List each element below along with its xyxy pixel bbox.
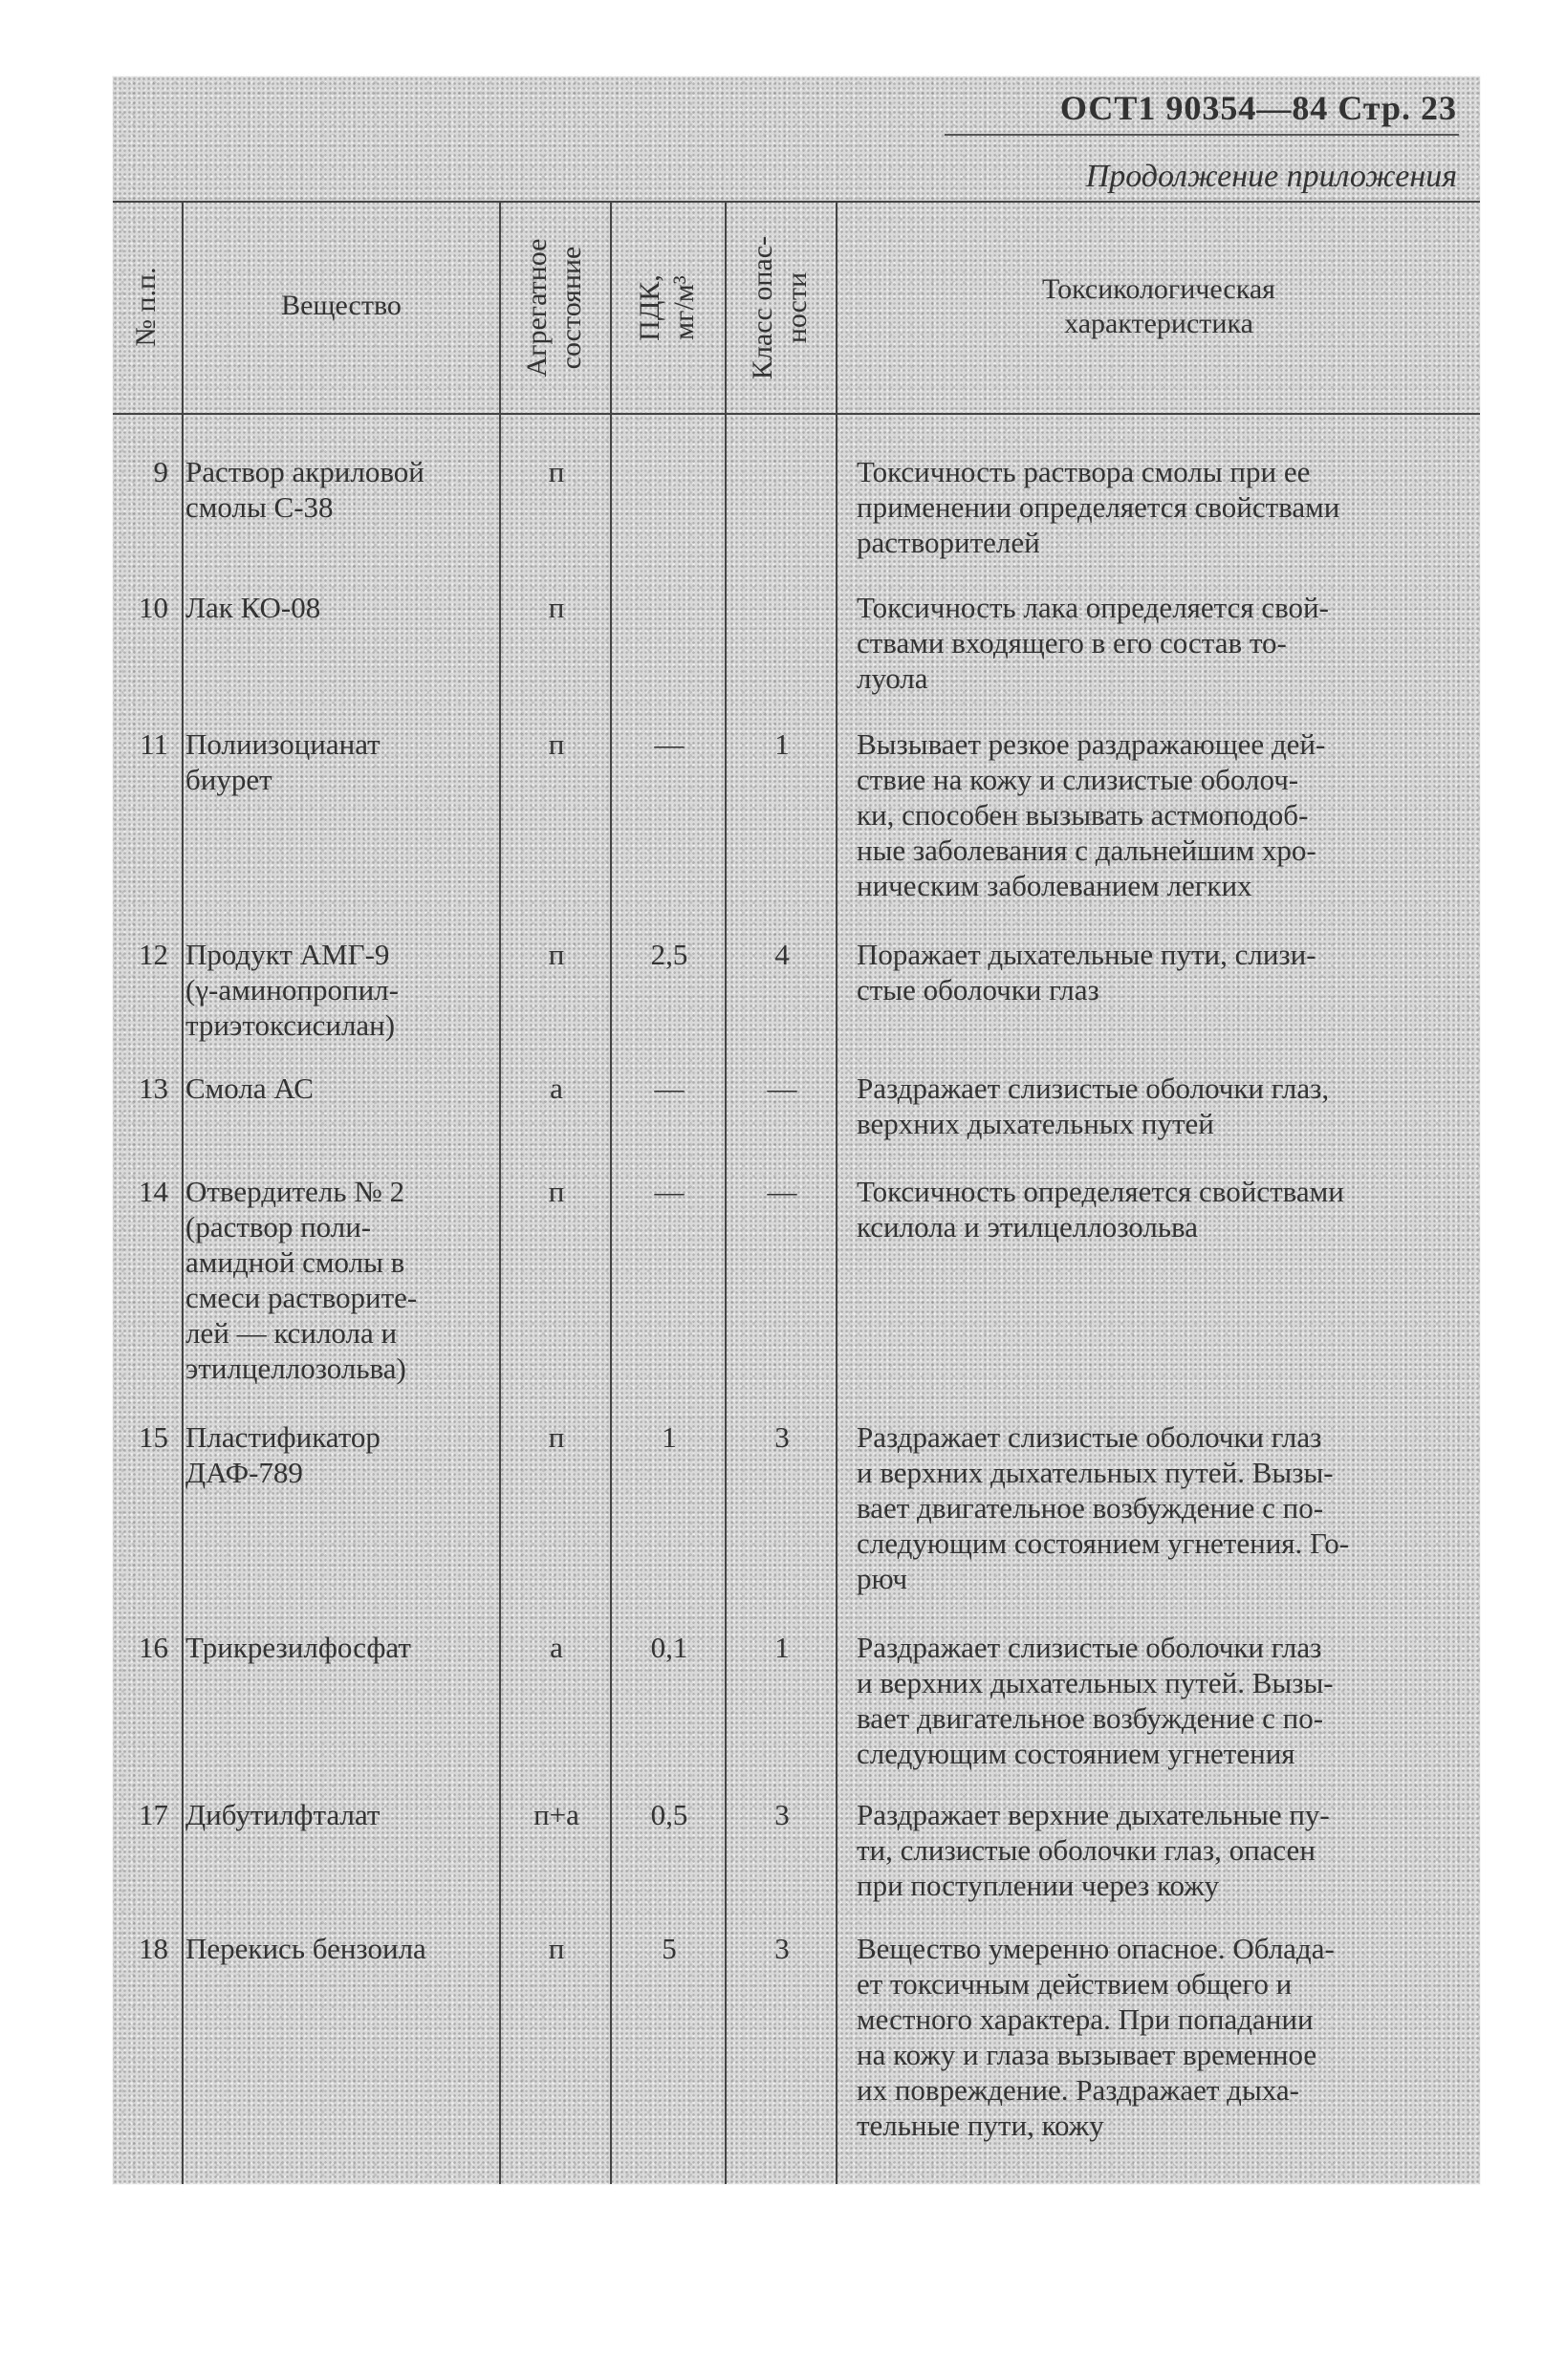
row-number: 13 <box>139 1071 168 1105</box>
pdk-value: — <box>654 1175 685 1208</box>
hazard-class: 3 <box>774 1420 790 1454</box>
aggregate-state: п+а <box>533 1798 579 1831</box>
substance-name: Трикрезилфосфат <box>185 1631 411 1664</box>
column-header-aggregate: Агрегатное состояние <box>521 238 587 378</box>
pdk-value: — <box>654 727 685 761</box>
hazard-class: — <box>767 1071 797 1105</box>
column-header-hazard-class: Класс опас- ности <box>747 235 813 380</box>
column-header-number: № п.п. <box>130 267 162 347</box>
aggregate-state: п <box>548 1420 565 1454</box>
pdk-value: 2,5 <box>650 938 688 971</box>
row-number: 16 <box>139 1631 168 1664</box>
pdk-value: 5 <box>662 1932 677 1965</box>
aggregate-state: п <box>548 591 565 624</box>
row-number: 9 <box>153 455 168 488</box>
running-head-rule <box>945 134 1459 136</box>
continuation-note: Продолжение приложения <box>1085 159 1457 194</box>
row-number: 18 <box>139 1932 168 1965</box>
toxicology-text: Раздражает слизистые оболочки глаз, верхних дыхательных путей <box>857 1071 1330 1140</box>
substance-name: Дибутилфталат <box>185 1798 381 1831</box>
hazard-class: 3 <box>774 1932 790 1965</box>
aggregate-state: п <box>548 727 565 761</box>
toxicology-text: Токсичность раствора смолы при ее применении определяется свойствами растворителей <box>857 455 1340 559</box>
column-header-toxicology: Токсикологическая характеристика <box>1042 273 1275 339</box>
row-number: 11 <box>140 727 168 761</box>
pdk-value: 0,5 <box>650 1798 688 1831</box>
column-header-pdk: ПДК, мг/м³ <box>634 274 700 341</box>
toxicology-text: Токсичность лака определяется свой- ствами входящего в его состав то- луола <box>857 591 1329 695</box>
row-number: 12 <box>139 938 168 971</box>
substance-name: Лак КО-08 <box>185 591 321 624</box>
substance-name: Полиизоцианат биурет <box>185 727 381 796</box>
substance-name: Продукт АМГ-9 (γ-аминопропил- триэтоксисилан) <box>185 938 399 1042</box>
toxicology-text: Раздражает слизистые оболочки глаз и верхних дыхательных путей. Вызы- вает двигательное возбуждение с по- следующим состоянием угнетения <box>857 1631 1334 1770</box>
running-head: ОСТ1 90354—84 Стр. 23 <box>1059 89 1457 127</box>
row-number: 10 <box>139 591 168 624</box>
hazard-class: 1 <box>774 1631 790 1664</box>
pdk-value: 1 <box>662 1420 677 1454</box>
toxicology-text: Токсичность определяется свойствами ксилола и этилцеллозольва <box>857 1175 1344 1244</box>
hazard-class: 1 <box>774 727 790 761</box>
hazard-class: — <box>767 1175 797 1208</box>
hazard-class: 3 <box>774 1798 790 1831</box>
toxicology-text: Поражает дыхательные пути, слизи- стые оболочки глаз <box>857 938 1316 1006</box>
aggregate-state: п <box>548 938 565 971</box>
row-number: 14 <box>139 1175 168 1208</box>
document-page <box>113 76 1480 2184</box>
substance-name: Перекись бензоила <box>185 1932 426 1965</box>
column-divider <box>182 201 184 2184</box>
column-header-substance: Вещество <box>281 290 402 321</box>
aggregate-state: а <box>550 1071 563 1105</box>
aggregate-state: п <box>548 1175 565 1208</box>
substance-name: Смола АС <box>185 1071 314 1105</box>
toxicology-text: Раздражает слизистые оболочки глаз и верхних дыхательных путей. Вызы- вает двигательное возбуждение с по- следующим состоянием угнетения. Го- рюч <box>857 1420 1350 1595</box>
row-number: 17 <box>139 1798 168 1831</box>
aggregate-state: п <box>548 455 565 488</box>
toxicology-text: Вызывает резкое раздражающее дей- ствие на кожу и слизистые оболоч- ки, способен вызывать астмоподоб- ные заболевания с дальнейшим хро- ническим заболеванием легких <box>857 727 1326 902</box>
row-number: 15 <box>139 1420 168 1454</box>
aggregate-state: а <box>550 1631 563 1664</box>
aggregate-state: п <box>548 1932 565 1965</box>
header-bottom-rule <box>113 413 1480 415</box>
substance-name: Пластификатор ДАФ-789 <box>185 1420 381 1489</box>
toxicology-text: Раздражает верхние дыхательные пу- ти, слизистые оболочки глаз, опасен при поступлении через кожу <box>857 1798 1330 1902</box>
table-top-rule <box>113 201 1480 203</box>
substance-name: Раствор акриловой смолы С-38 <box>185 455 424 524</box>
hazard-class: 4 <box>774 938 790 971</box>
pdk-value: — <box>654 1071 685 1105</box>
toxicology-text: Вещество умеренно опасное. Облада- ет токсичным действием общего и местного характера. При попадании на кожу и глаза вызывает временное их повреждение. Раздражает дыха- тельные пути, кожу <box>857 1932 1335 2142</box>
substance-name: Отвердитель № 2 (раствор поли- амидной смолы в смеси растворите- лей — ксилола и этилцеллозольва) <box>185 1175 418 1385</box>
pdk-value: 0,1 <box>650 1631 688 1664</box>
